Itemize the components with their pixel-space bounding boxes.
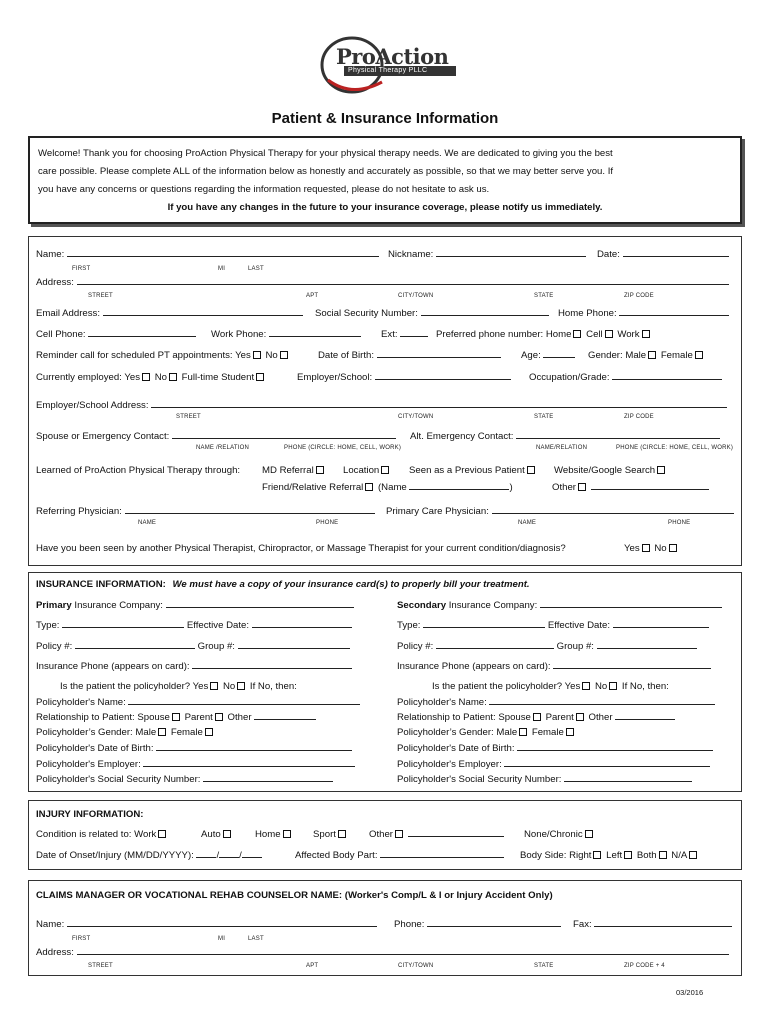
welcome-line-1: Welcome! Thank you for choosing ProAction Physical Therapy for your physical therapy needs. We are dedicated to giving you the best [38, 148, 613, 159]
employer-address-field[interactable] [151, 407, 727, 408]
pcp-sub-name: NAME [518, 520, 537, 526]
secondary-if-no-label: If No, then: [621, 681, 669, 692]
primary-holder-ssn-label: Policyholder's Social Security Number: [36, 774, 201, 785]
side-left-label: Left [606, 850, 623, 861]
related-work-checkbox[interactable] [158, 830, 166, 838]
location-label: Location [343, 465, 380, 476]
dob-label: Date of Birth: [318, 350, 374, 361]
related-none-checkbox[interactable] [585, 830, 593, 838]
gender-label: Gender: [588, 350, 623, 361]
learned-label: Learned of ProAction Physical Therapy through: [36, 465, 241, 476]
alt-contact-field[interactable] [516, 438, 720, 439]
pref-work-checkbox[interactable] [642, 330, 650, 338]
pref-home-checkbox[interactable] [573, 330, 581, 338]
primary-gender-female-checkbox[interactable] [205, 728, 213, 736]
primary-ins-phone-label: Insurance Phone (appears on card): [36, 661, 190, 672]
other-source-label: Other [552, 482, 576, 493]
insurance-note: We must have a copy of your insurance card(s) to properly bill your treatment. [172, 579, 530, 590]
secondary-group-field[interactable] [597, 648, 697, 649]
onset-month-field[interactable] [196, 857, 216, 858]
side-right-label: Right [569, 850, 592, 861]
friend-name-label: (Name [377, 482, 407, 493]
side-label: Body Side: [520, 850, 567, 861]
sub-city: CITY/TOWN [398, 293, 434, 299]
sub-first: FIRST [72, 266, 91, 272]
claims-sub-state: STATE [534, 963, 554, 969]
name-field[interactable] [67, 256, 379, 257]
pref-cell-checkbox[interactable] [605, 330, 613, 338]
occupation-label: Occupation/Grade: [529, 372, 610, 383]
secondary-holder-employer-field[interactable] [504, 766, 710, 767]
secondary-rel-parent-checkbox[interactable] [576, 713, 584, 721]
primary-holder-name-label: Policyholder's Name: [36, 697, 126, 708]
secondary-group-label: Group #: [556, 641, 594, 652]
side-both-label: Both [636, 850, 657, 861]
sub-zip: ZIP CODE [624, 293, 654, 299]
claims-address-field[interactable] [77, 954, 729, 955]
primary-type-label: Type: [36, 620, 60, 631]
alt-contact-label: Alt. Emergency Contact: [410, 431, 514, 442]
related-other-checkbox[interactable] [395, 830, 403, 838]
age-label: Age: [521, 350, 541, 361]
age-field[interactable] [543, 357, 575, 358]
sub-last: LAST [248, 266, 264, 272]
claims-sub-last: LAST [248, 936, 264, 942]
primary-holder-ssn-field[interactable] [203, 781, 333, 782]
claims-sub-street: STREET [88, 963, 113, 969]
ref-sub-phone: PHONE [316, 520, 339, 526]
seen-no-label: No [654, 543, 667, 554]
primary-holder-dob-label: Policyholder's Date of Birth: [36, 743, 154, 754]
welcome-bold: If you have any changes in the future to your insurance coverage, please notify us immediately. [167, 202, 603, 213]
location-checkbox[interactable] [381, 466, 389, 474]
friend-close-paren: ) [509, 482, 513, 493]
friend-label: Friend/Relative Referral [262, 482, 364, 493]
secondary-holder-gender-label: Policyholder’s Gender: [397, 727, 494, 738]
related-sport-label: Sport [313, 829, 336, 840]
claims-sub-zip: ZIP CODE + 4 [624, 963, 665, 969]
nickname-field[interactable] [436, 256, 586, 257]
secondary-gender-male-checkbox[interactable] [519, 728, 527, 736]
onset-slash-2: / [239, 850, 242, 861]
secondary-holder-ssn-field[interactable] [564, 781, 692, 782]
secondary-effective-field[interactable] [613, 627, 709, 628]
primary-holder-name-field[interactable] [128, 704, 360, 705]
secondary-holder-yes-checkbox[interactable] [582, 682, 590, 690]
claims-phone-field[interactable] [427, 926, 561, 927]
name-label: Name: [36, 249, 65, 260]
side-left-checkbox[interactable] [624, 851, 632, 859]
date-label: Date: [597, 249, 620, 260]
related-auto-checkbox[interactable] [223, 830, 231, 838]
dob-field[interactable] [377, 357, 501, 358]
employer-address-label: Employer/School Address: [36, 400, 149, 411]
claims-fax-label: Fax: [573, 919, 592, 930]
secondary-rel-spouse-checkbox[interactable] [533, 713, 541, 721]
spouse-label: Spouse or Emergency Contact: [36, 431, 170, 442]
secondary-holder-no-checkbox[interactable] [609, 682, 617, 690]
primary-label: Primary [36, 600, 72, 611]
cell-field[interactable] [88, 336, 196, 337]
secondary-policy-field[interactable] [436, 648, 554, 649]
secondary-holder-yes-label: Yes [564, 681, 581, 692]
home-phone-field[interactable] [619, 315, 729, 316]
claims-sub-first: FIRST [72, 936, 91, 942]
gender-female-checkbox[interactable] [695, 351, 703, 359]
secondary-is-holder-label: Is the patient the policyholder? [432, 681, 563, 692]
alt-sub-name-relation: NAME/RELATION [536, 445, 588, 451]
nickname-label: Nickname: [388, 249, 434, 260]
primary-rel-spouse-label: Spouse [137, 712, 170, 723]
email-field[interactable] [103, 315, 303, 316]
primary-holder-yes-checkbox[interactable] [210, 682, 218, 690]
secondary-type-label: Type: [397, 620, 421, 631]
affected-label: Affected Body Part: [295, 850, 378, 861]
pref-cell-label: Cell [586, 329, 603, 340]
primary-relationship-label: Relationship to Patient: [36, 712, 135, 723]
sub-state: STATE [534, 293, 554, 299]
primary-rel-other-field[interactable] [254, 719, 316, 720]
address-field[interactable] [77, 284, 729, 285]
reminder-no-label: No [265, 350, 278, 361]
friend-checkbox[interactable] [365, 483, 373, 491]
employer-label: Employer/School: [297, 372, 373, 383]
related-work-label: Work [134, 829, 157, 840]
secondary-ins-phone-label: Insurance Phone (appears on card): [397, 661, 551, 672]
logo-sub: Physical Therapy PLLC [348, 67, 428, 74]
ssn-field[interactable] [421, 315, 549, 316]
primary-group-label: Group #: [197, 641, 235, 652]
related-other-field[interactable] [408, 836, 504, 837]
primary-ins-phone-field[interactable] [192, 668, 352, 669]
primary-holder-yes-label: Yes [192, 681, 209, 692]
primary-policy-field[interactable] [75, 648, 195, 649]
onset-label: Date of Onset/Injury (MM/DD/YYYY): [36, 850, 194, 861]
friend-name-field[interactable] [409, 489, 509, 490]
related-home-checkbox[interactable] [283, 830, 291, 838]
reminder-yes-label: Yes [235, 350, 251, 361]
secondary-gender-male-label: Male [496, 727, 518, 738]
related-none-label: None/Chronic [524, 829, 583, 840]
email-label: Email Address: [36, 308, 100, 319]
ssn-label: Social Security Number: [315, 308, 418, 319]
ext-label: Ext: [381, 329, 398, 340]
logo [318, 36, 458, 94]
affected-field[interactable] [380, 857, 504, 858]
pref-home-label: Home [545, 329, 572, 340]
insurance-heading: INSURANCE INFORMATION: [36, 579, 166, 590]
reminder-yes-checkbox[interactable] [253, 351, 261, 359]
primary-gender-female-label: Female [170, 727, 203, 738]
alt-sub-phone-circle: PHONE (CIRCLE: HOME, CELL, WORK) [616, 445, 734, 451]
emp-sub-city: CITY/TOWN [398, 414, 434, 420]
related-label: Condition is related to: [36, 829, 132, 840]
work-phone-field[interactable] [269, 336, 361, 337]
primary-holder-employer-label: Policyholder's Employer: [36, 759, 141, 770]
sub-street: STREET [88, 293, 113, 299]
gender-male-checkbox[interactable] [648, 351, 656, 359]
employed-no-label: No [154, 372, 167, 383]
secondary-relationship-label: Relationship to Patient: [397, 712, 496, 723]
related-auto-label: Auto [201, 829, 221, 840]
pcp-field[interactable] [492, 513, 734, 514]
sub-mi: MI [218, 266, 226, 272]
related-home-label: Home [255, 829, 281, 840]
sub-apt: APT [306, 293, 319, 299]
ref-sub-name: NAME [138, 520, 157, 526]
secondary-effective-label: Effective Date: [547, 620, 611, 631]
seen-yes-checkbox[interactable] [642, 544, 650, 552]
md-referral-checkbox[interactable] [316, 466, 324, 474]
primary-holder-no-checkbox[interactable] [237, 682, 245, 690]
secondary-gender-female-label: Female [531, 727, 564, 738]
secondary-holder-ssn-label: Policyholder's Social Security Number: [397, 774, 562, 785]
employed-yes-label: Yes [124, 372, 141, 383]
claims-fax-field[interactable] [594, 926, 732, 927]
claims-name-label: Name: [36, 919, 65, 930]
sub-phone-circle: PHONE (CIRCLE: HOME, CELL, WORK) [284, 445, 402, 451]
employed-yes-checkbox[interactable] [142, 373, 150, 381]
home-phone-label: Home Phone: [558, 308, 617, 319]
secondary-company-label: Insurance Company: [448, 600, 538, 611]
claims-heading: CLAIMS MANAGER OR VOCATIONAL REHAB COUNSELOR NAME: (Worker's Comp/L & I or Injury Accident Only) [36, 890, 553, 901]
previous-patient-checkbox[interactable] [527, 466, 535, 474]
secondary-gender-female-checkbox[interactable] [566, 728, 574, 736]
secondary-holder-employer-label: Policyholder's Employer: [397, 759, 502, 770]
address-label: Address: [36, 277, 74, 288]
injury-heading: INJURY INFORMATION: [36, 809, 144, 820]
website-checkbox[interactable] [657, 466, 665, 474]
claims-phone-label: Phone: [394, 919, 425, 930]
claims-sub-city: CITY/TOWN [398, 963, 434, 969]
date-field[interactable] [623, 256, 729, 257]
website-label: Website/Google Search [554, 465, 656, 476]
side-na-label: N/A [671, 850, 688, 861]
spouse-field[interactable] [172, 438, 396, 439]
employed-no-checkbox[interactable] [169, 373, 177, 381]
gender-female-label: Female [660, 350, 693, 361]
pcp-label: Primary Care Physician: [386, 506, 489, 517]
secondary-type-field[interactable] [423, 627, 545, 628]
welcome-line-2: care possible. Please complete ALL of the information below as honestly and accurately as possible, so that we may better serve you. If [38, 166, 614, 177]
reminder-no-checkbox[interactable] [280, 351, 288, 359]
secondary-rel-parent-label: Parent [545, 712, 574, 723]
primary-holder-dob-field[interactable] [156, 750, 352, 751]
referring-field[interactable] [125, 513, 375, 514]
seen-yes-label: Yes [624, 543, 640, 554]
secondary-holder-dob-field[interactable] [517, 750, 713, 751]
fulltime-label: Full-time Student [181, 372, 255, 383]
side-na-checkbox[interactable] [689, 851, 697, 859]
primary-policy-label: Policy #: [36, 641, 73, 652]
secondary-rel-spouse-label: Spouse [498, 712, 531, 723]
pref-label: Preferred phone number: [436, 329, 544, 340]
primary-holder-gender-label: Policyholder’s Gender: [36, 727, 133, 738]
primary-rel-spouse-checkbox[interactable] [172, 713, 180, 721]
cell-label: Cell Phone: [36, 329, 86, 340]
side-right-checkbox[interactable] [593, 851, 601, 859]
emp-sub-street: STREET [176, 414, 201, 420]
onset-slash-1: / [216, 850, 220, 861]
referring-label: Referring Physician: [36, 506, 122, 517]
page-title: Patient & Insurance Information [271, 110, 499, 127]
gender-male-label: Male [625, 350, 647, 361]
logo-brand: ProAction [336, 44, 449, 69]
secondary-label: Secondary [397, 600, 447, 611]
primary-company-label: Insurance Company: [74, 600, 163, 611]
sub-name-relation: NAME /RELATION [196, 445, 250, 451]
secondary-holder-no-label: No [594, 681, 608, 692]
related-sport-checkbox[interactable] [338, 830, 346, 838]
secondary-rel-other-field[interactable] [615, 719, 675, 720]
other-source-field[interactable] [591, 489, 709, 490]
employed-label: Currently employed: [36, 372, 122, 383]
primary-holder-employer-field[interactable] [143, 766, 355, 767]
primary-if-no-label: If No, then: [249, 681, 297, 692]
claims-address-label: Address: [36, 947, 74, 958]
occupation-field[interactable] [612, 379, 722, 380]
primary-holder-no-label: No [222, 681, 236, 692]
work-phone-label: Work Phone: [211, 329, 267, 340]
claims-sub-mi: MI [218, 936, 226, 942]
pcp-sub-phone: PHONE [668, 520, 691, 526]
employer-field[interactable] [375, 379, 511, 380]
claims-name-field[interactable] [67, 926, 377, 927]
md-referral-label: MD Referral [262, 465, 314, 476]
form-version: 03/2016 [676, 988, 704, 997]
primary-company-field[interactable] [166, 607, 354, 608]
other-source-checkbox[interactable] [578, 483, 586, 491]
secondary-policy-label: Policy #: [397, 641, 434, 652]
primary-rel-other-label: Other [227, 712, 252, 723]
onset-year-field[interactable] [242, 857, 262, 858]
secondary-rel-other-label: Other [588, 712, 613, 723]
side-both-checkbox[interactable] [659, 851, 667, 859]
pref-work-label: Work [617, 329, 640, 340]
secondary-holder-dob-label: Policyholder's Date of Birth: [397, 743, 515, 754]
fulltime-checkbox[interactable] [256, 373, 264, 381]
primary-type-field[interactable] [62, 627, 184, 628]
primary-effective-field[interactable] [252, 627, 352, 628]
primary-rel-parent-checkbox[interactable] [215, 713, 223, 721]
seen-no-checkbox[interactable] [669, 544, 677, 552]
primary-gender-male-label: Male [135, 727, 157, 738]
ext-field[interactable] [400, 336, 428, 337]
secondary-ins-phone-field[interactable] [553, 668, 711, 669]
reminder-label: Reminder call for scheduled PT appointments: [36, 350, 233, 361]
primary-effective-label: Effective Date: [186, 620, 250, 631]
onset-day-field[interactable] [219, 857, 239, 858]
welcome-line-3: you have any concerns or questions regarding the information requested, please do not hesitate to ask us. [38, 184, 490, 195]
emp-sub-state: STATE [534, 414, 554, 420]
secondary-company-field[interactable] [540, 607, 722, 608]
secondary-holder-name-field[interactable] [489, 704, 715, 705]
claims-sub-apt: APT [306, 963, 319, 969]
primary-rel-parent-label: Parent [184, 712, 213, 723]
primary-group-field[interactable] [238, 648, 350, 649]
emp-sub-zip: ZIP CODE [624, 414, 654, 420]
primary-gender-male-checkbox[interactable] [158, 728, 166, 736]
related-other-label: Other [369, 829, 393, 840]
secondary-holder-name-label: Policyholder's Name: [397, 697, 487, 708]
previous-patient-label: Seen as a Previous Patient [409, 465, 525, 476]
primary-is-holder-label: Is the patient the policyholder? [60, 681, 191, 692]
seen-question: Have you been seen by another Physical Therapist, Chiropractor, or Massage Therapist for your current condition/diagnosis? [36, 543, 566, 554]
